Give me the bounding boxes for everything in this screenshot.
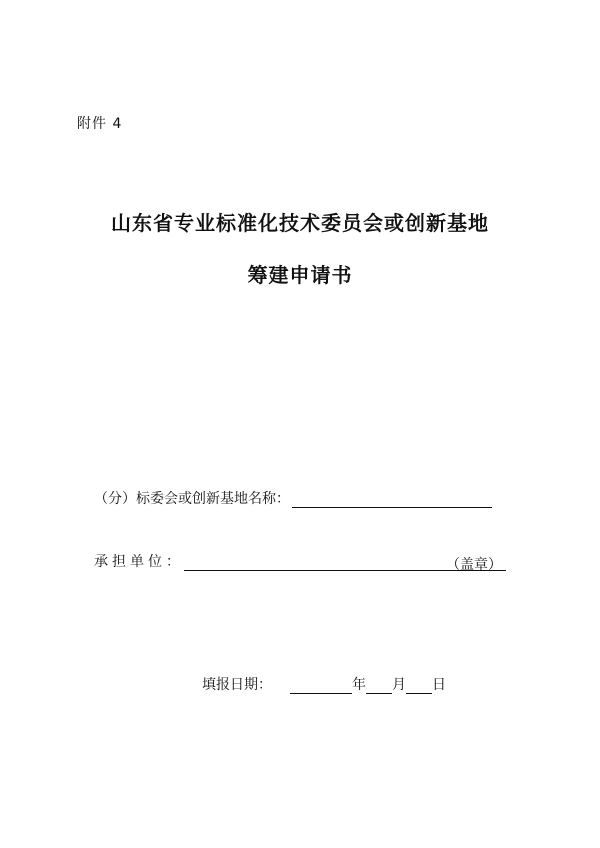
fill-date-field bbox=[202, 674, 446, 694]
undertaking-unit-field bbox=[94, 551, 506, 571]
month-label: 月 bbox=[392, 677, 406, 693]
fill-date-label: 填报日期： bbox=[202, 677, 272, 693]
document-title-line-2: 筹建申请书 bbox=[247, 263, 353, 287]
month-blank bbox=[366, 677, 392, 694]
seal-label: （盖章） bbox=[446, 557, 502, 573]
seal-field bbox=[446, 554, 506, 571]
attachment-label: 附件 4 bbox=[77, 116, 123, 132]
year-blank bbox=[290, 677, 352, 694]
committee-name-blank bbox=[292, 491, 492, 508]
committee-name-field bbox=[94, 488, 492, 508]
day-label: 日 bbox=[432, 677, 446, 693]
year-label: 年 bbox=[352, 677, 366, 693]
undertaking-unit-label: 承担单位： bbox=[94, 554, 184, 570]
day-blank bbox=[406, 677, 432, 694]
committee-name-label: （分）标委会或创新基地名称： bbox=[94, 491, 290, 507]
document-title-line-1: 山东省专业标准化技术委员会或创新基地 bbox=[111, 211, 489, 235]
undertaking-unit-blank bbox=[184, 554, 446, 571]
